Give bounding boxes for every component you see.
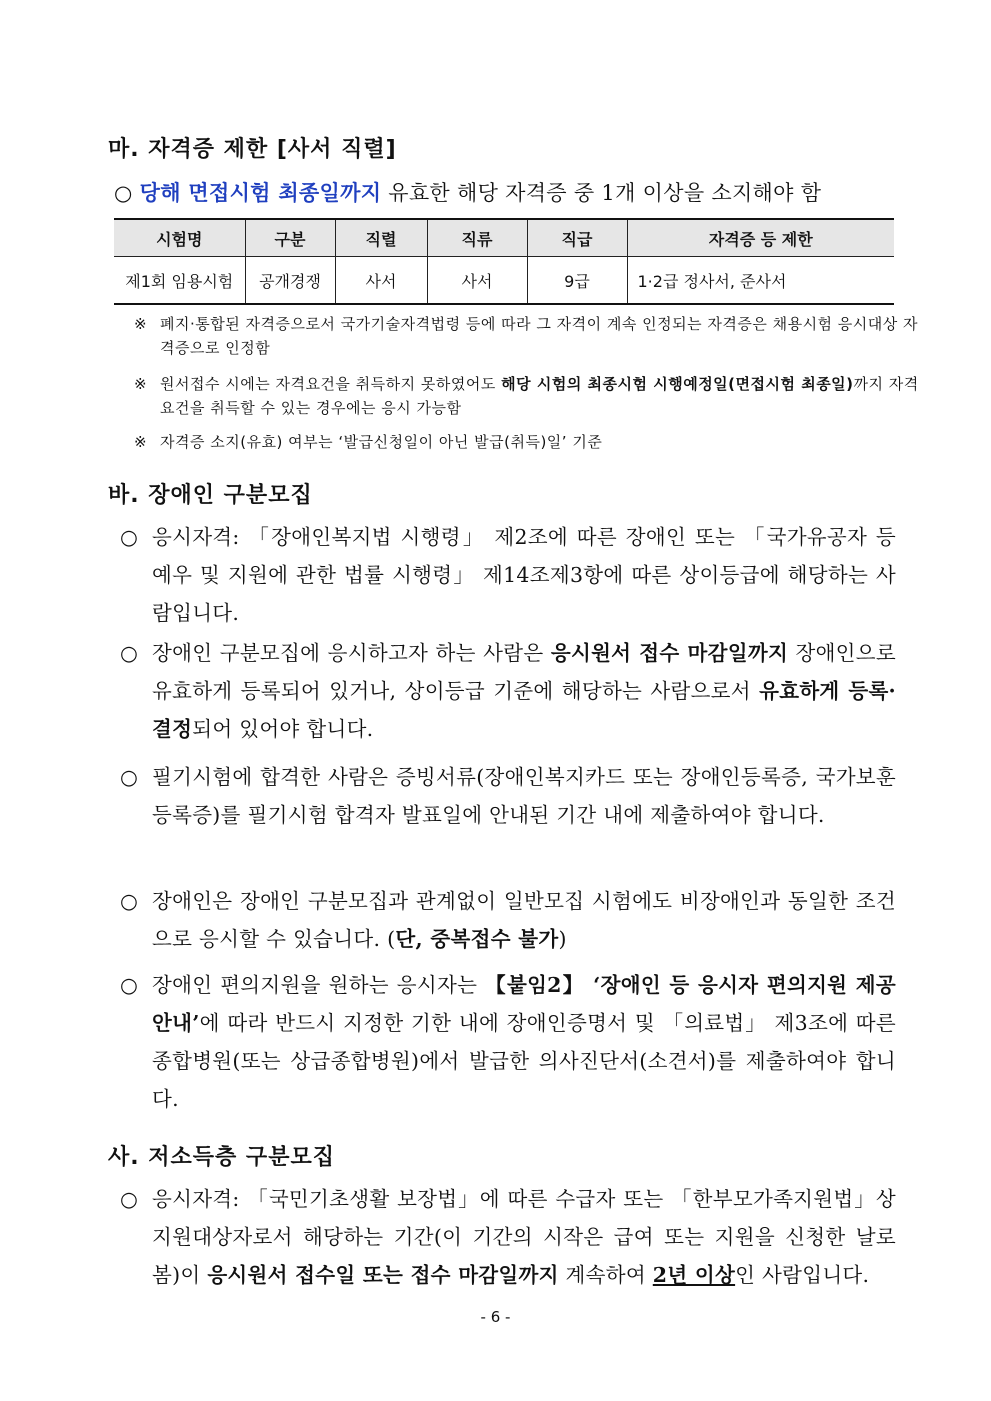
note-text: 까지 자격요건을 취득할 수 있는 경우에는 응시 가능함	[160, 375, 919, 417]
note-text: 원서접수 시에는 자격요건을 취득하지 못하였어도	[160, 375, 502, 393]
paragraph-text: 인 사람입니다.	[735, 1263, 870, 1287]
highlight-deadline: 당해 면접시험 최종일까지	[139, 180, 382, 205]
note-text: 폐지·통합된 자격증으로서 국가기술자격법령 등에 따라 그 자격이 계속 인정되는 자격증은 채용시험 응시대상 자격증으로 인정함	[160, 315, 919, 357]
paragraph-text: 필기시험에 합격한 사람은 증빙서류(장애인복지카드 또는 장애인등록증, 국가보훈등록증)를 필기시험 합격자 발표일에 안내된 기간 내에 제출하여야 합니다.	[152, 765, 896, 827]
cert-requirement-line	[114, 174, 894, 212]
paragraph-text: 장애인으로 유효하게 등록되어 있거나, 상이등급 기준에 해당하는 사람으로서	[152, 641, 896, 703]
paragraph-text: 장애인 구분모집에 응시하고자 하는 사람은	[152, 641, 551, 665]
paragraph-emphasis: 응시원서 접수 마감일까지	[550, 641, 789, 665]
table-cell: 9급	[527, 257, 627, 305]
section-title-sa: 사. 저소득층 구분모집	[108, 1145, 335, 1170]
paragraph-emphasis: 단, 중복접수 불가	[395, 927, 559, 951]
paragraph-text: 계속하여	[558, 1263, 653, 1287]
table-cell: 사서	[335, 257, 427, 305]
column-header: 직급	[527, 219, 627, 257]
column-header: 직류	[427, 219, 527, 257]
note-mark: ※	[134, 315, 148, 333]
note-3	[134, 430, 920, 454]
paragraph-emphasis: 응시원서 접수일 또는 접수 마감일까지	[207, 1263, 559, 1287]
section-title-ba: 바. 장애인 구분모집	[108, 483, 313, 508]
paragraph-text: 응시자격: 「장애인복지법 시행령」 제2조에 따른 장애인 또는 「국가유공자 등 예우 및 지원에 관한 법률 시행령」 제14조제3항에 따른 상이등급에 해당하는 사람입니다.	[152, 525, 896, 625]
ba-paragraph-1	[120, 518, 896, 632]
paragraph-underline: 2년 이상	[652, 1263, 736, 1287]
table-cell: 사서	[427, 257, 527, 305]
ba-paragraph-5	[120, 966, 896, 1118]
paragraph-text: 장애인은 장애인 구분모집과 관계없이 일반모집 시험에도 비장애인과 동일한 조건으로 응시할 수 있습니다. (	[152, 889, 896, 951]
ba-paragraph-2	[120, 634, 896, 748]
note-text: 자격증 소지(유효) 여부는 ‘발급신청일이 아닌 발급(취득)일’ 기준	[160, 433, 603, 451]
bullet: ○	[120, 889, 139, 913]
table-cell: 1·2급 정사서, 준사서	[627, 257, 894, 305]
ba-paragraph-4	[120, 882, 896, 958]
table-row	[114, 257, 894, 305]
bullet: ○	[120, 973, 139, 997]
note-emphasis: 해당 시험의 최종시험 시행예정일(면접시험 최종일)	[501, 375, 854, 393]
paragraph-text: 장애인 편의지원을 원하는 응시자는	[152, 973, 486, 997]
cert-requirement-text: 유효한 해당 자격증 중 1개 이상을 소지해야 함	[381, 181, 822, 205]
column-header: 구분	[245, 219, 335, 257]
paragraph-text: 되어 있어야 합니다.	[192, 717, 374, 741]
column-header: 직렬	[335, 219, 427, 257]
bullet: ○	[120, 1187, 139, 1211]
ba-paragraph-3	[120, 758, 896, 834]
bullet: ○	[120, 525, 139, 549]
paragraph-emphasis: 【붙임2】 ‘장애인 등 응시자 편의지원 제공 안내’	[152, 973, 896, 1035]
column-header: 자격증 등 제한	[627, 219, 894, 257]
sa-paragraph-1	[120, 1180, 896, 1294]
section-title-ma: 마. 자격증 제한 [사서 직렬]	[108, 137, 397, 162]
table-header-row	[114, 219, 894, 257]
paragraph-text: 응시자격: 「국민기초생활 보장법」에 따른 수급자 또는 「한부모가족지원법」상 지원대상자로서 해당하는 기간(이 기간의 시작은 급여 또는 지원을 신청한 날로 봄)이	[152, 1187, 896, 1287]
paragraph-text: 에 따라 반드시 지정한 기한 내에 장애인증명서 및 「의료법」 제3조에 따른 종합병원(또는 상급종합병원)에서 발급한 의사진단서(소견서)를 제출하여야 합니다.	[152, 1011, 896, 1111]
paragraph-emphasis: 유효하게 등록·결정	[152, 679, 896, 741]
table-cell: 제1회 임용시험	[114, 257, 245, 305]
page-number: - 6 -	[480, 1308, 511, 1326]
note-1	[134, 312, 920, 360]
note-mark: ※	[134, 375, 148, 393]
column-header: 시험명	[114, 219, 245, 257]
bullet: ○	[114, 181, 140, 205]
bullet: ○	[120, 765, 139, 789]
note-mark: ※	[134, 433, 148, 451]
paragraph-text: )	[558, 927, 567, 951]
bullet: ○	[120, 641, 139, 665]
qualification-table	[114, 218, 894, 305]
note-2	[134, 372, 920, 420]
table-cell: 공개경쟁	[245, 257, 335, 305]
